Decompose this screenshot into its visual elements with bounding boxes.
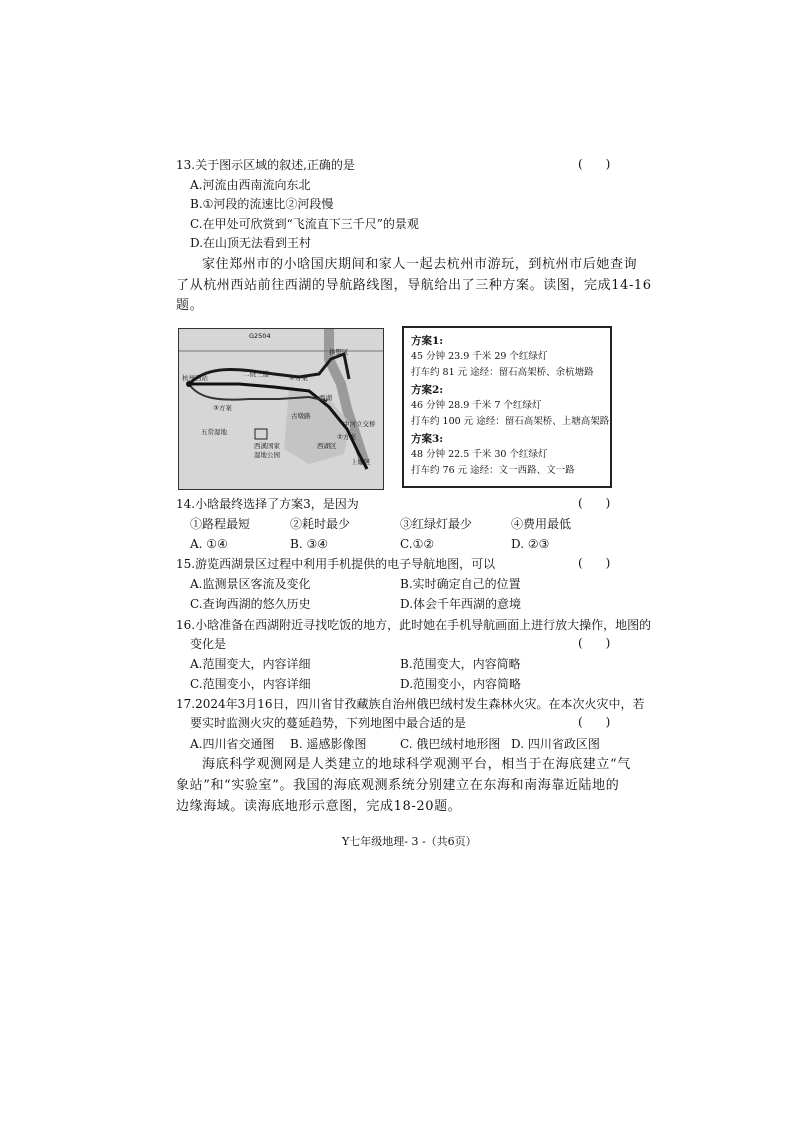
plan1-title: 方案1: — [411, 335, 444, 347]
map-label-plan3: ③方案 — [213, 404, 232, 412]
plan2-title: 方案2: — [411, 384, 444, 396]
map-label-plan2: ②方案 — [337, 433, 356, 441]
q16-option-c: C.范围变小，内容详细 — [190, 677, 311, 691]
map-label-shangcheng: 上城区 — [351, 458, 371, 466]
map-label-hangzhou-west: 杭州西站 — [182, 374, 208, 382]
q13-option-d: D.在山顶无法看到王村 — [190, 236, 312, 250]
map-label-gongshu: 拱墅区 — [329, 348, 349, 356]
q17-option-a: A.四川省交通图 — [190, 737, 275, 751]
q14-option-c: C.①② — [400, 537, 435, 551]
intro2-line3: 边缘海域。读海底地形示意图，完成18-20题。 — [176, 799, 462, 814]
q14-item-1: ①路程最短 — [190, 517, 251, 531]
q16-option-a: A.范围变大，内容详细 — [190, 657, 311, 671]
plan1-line2: 打车约 81 元 途经：留石高架桥、余杭塘路 — [411, 367, 594, 378]
map-label-xixi-1: 西溪国家 — [254, 442, 280, 450]
q13-option-c: C.在甲处可欣赏到“飞流直下三千尺”的景观 — [190, 217, 419, 231]
plan2-line2: 打车约 100 元 途经：留石高架桥、上塘高架路 — [411, 416, 610, 427]
intro1-line1: 家住郑州市的小晗国庆期间和家人一起去杭州市游玩，到杭州市后她查询 — [202, 257, 638, 272]
q13-option-a: A.河流由西南流向东北 — [190, 178, 311, 192]
q15-option-d: D.体会千年西湖的意境 — [400, 597, 522, 611]
q13-stem: 13.关于图示区域的叙述,正确的是 — [176, 158, 355, 172]
q17-option-d: D. 四川省政区图 — [511, 737, 600, 751]
q14-option-a: A. ①④ — [190, 537, 228, 551]
q15-answer-paren: ( ) — [578, 556, 611, 570]
intro1-line2: 了从杭州西站前往西湖的导航路线图，导航给出了三种方案。读图，完成14-16 — [176, 278, 652, 293]
q16-answer-paren: ( ) — [578, 636, 611, 650]
q16-option-d: D.范围变小，内容简略 — [400, 677, 522, 691]
plan3-line2: 打车约 76 元 途经：文一西路、文一路 — [411, 465, 575, 476]
q17-answer-paren: ( ) — [578, 715, 611, 729]
q17-option-b: B. 遥感影像图 — [290, 737, 367, 751]
map-label-plan1: ①方案 — [289, 374, 308, 382]
map-label-xihu: 西湖 — [319, 394, 332, 402]
q14-item-4: ④费用最低 — [511, 517, 572, 531]
q15-option-c: C.查询西湖的悠久历史 — [190, 597, 311, 611]
q14-option-d: D. ②③ — [511, 537, 550, 551]
map-label-xihu-district: 西湖区 — [317, 442, 337, 450]
q13-option-b: B.①河段的流速比②河段慢 — [190, 197, 334, 211]
q15-stem: 15.游览西湖景区过程中利用手机提供的电子导航地图，可以 — [176, 557, 496, 571]
q16-option-b: B.范围变大，内容简略 — [400, 657, 521, 671]
route-plans-box — [402, 326, 612, 488]
map-label-ersan: 二绕三通 — [243, 370, 269, 378]
plan1-line1: 45 分钟 23.9 千米 29 个红绿灯 — [411, 351, 548, 362]
map-label-wuchang: 五常湿地 — [201, 428, 227, 436]
page-footer: Y七年级地理- 3 -（共6页） — [342, 835, 477, 848]
intro1-line3: 题。 — [176, 298, 204, 313]
q16-stem-line2: 变化是 — [190, 637, 227, 651]
q15-option-a: A.监测景区客流及变化 — [190, 577, 311, 591]
q17-option-c: C. 俄巴绒村地形图 — [400, 737, 501, 751]
intro2-line2: 象站”和“实验室”。我国的海底观测系统分别建立在东海和南海靠近陆地的 — [176, 778, 620, 793]
map-label-guyun: 古墩路 — [291, 412, 311, 420]
map-label-xixi-2: 湿地公园 — [254, 451, 280, 459]
map-label-g2504: G2504 — [249, 332, 271, 340]
navigation-route-map — [178, 328, 384, 490]
q14-item-2: ②耗时最少 — [290, 517, 351, 531]
q15-option-b: B.实时确定自己的位置 — [400, 577, 521, 591]
map-label-zhongshan: 中河立交桥 — [343, 420, 376, 428]
q16-stem-line1: 16.小晗准备在西湖附近寻找吃饭的地方，此时她在手机导航画面上进行放大操作，地图的 — [176, 618, 652, 632]
q14-item-3: ③红绿灯最少 — [400, 517, 473, 531]
q14-option-b: B. ③④ — [290, 537, 328, 551]
q14-stem: 14.小晗最终选择了方案3，是因为 — [176, 497, 359, 511]
plan3-title: 方案3: — [411, 433, 444, 445]
q17-stem-line2: 要实时监测火灾的蔓延趋势，下列地图中最合适的是 — [190, 716, 467, 730]
q13-answer-paren: ( ) — [578, 157, 611, 171]
plan3-line1: 48 分钟 22.5 千米 30 个红绿灯 — [411, 449, 548, 460]
q14-answer-paren: ( ) — [578, 496, 611, 510]
plan2-line1: 46 分钟 28.9 千米 7 个红绿灯 — [411, 400, 542, 411]
q17-stem-line1: 17.2024年3月16日，四川省甘孜藏族自治州俄巴绒村发生森林火灾。在本次火灾中，若 — [176, 697, 645, 711]
intro2-line1: 海底科学观测网是人类建立的地球科学观测平台，相当于在海底建立“气 — [202, 757, 631, 772]
